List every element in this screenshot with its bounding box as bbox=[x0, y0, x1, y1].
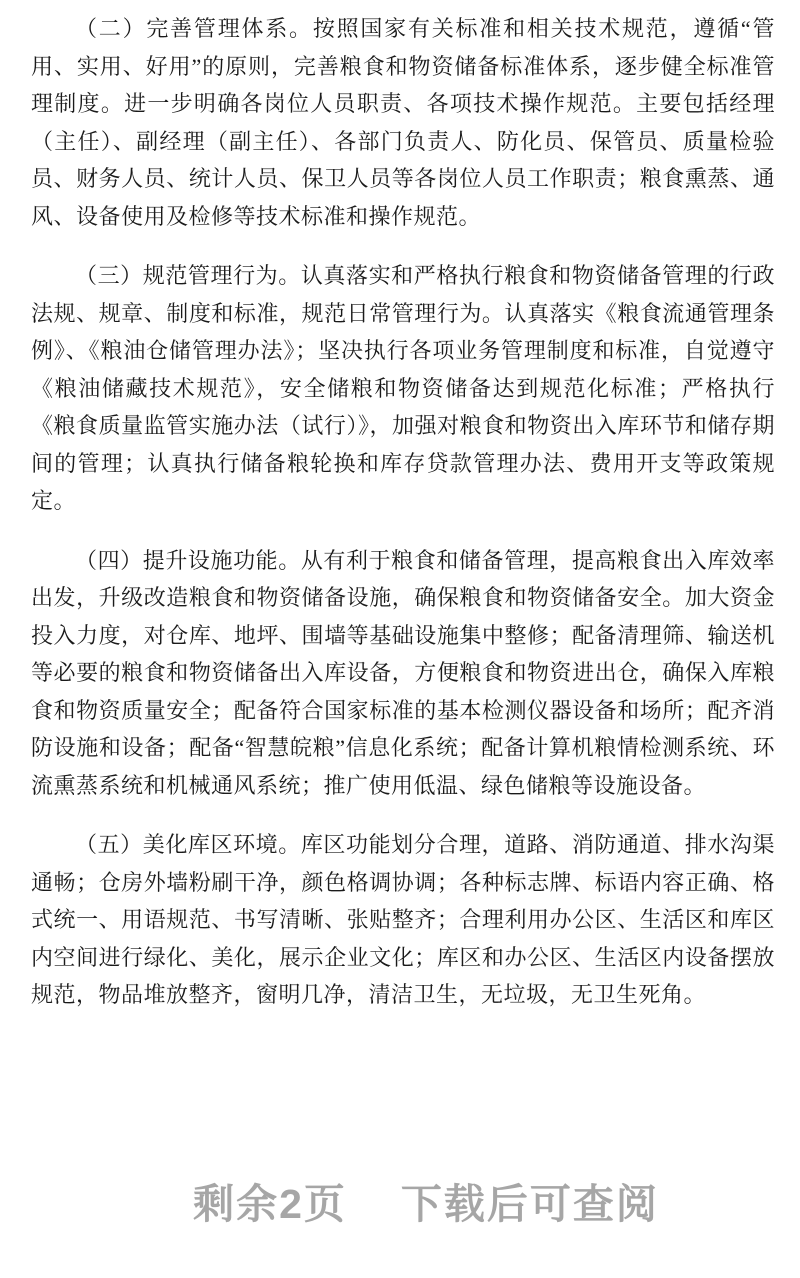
pages-remaining-label: 剩余2页 bbox=[193, 1181, 347, 1227]
paragraph-section-3: （三）规范管理行为。认真落实和严格执行粮食和物资储备管理的行政法规、规章、制度和标准，规范日常管理行为。认真落实《粮食流通管理条例》、《粮油仓储管理办法》；坚决执行各项业务管理制度和标准，自觉遵守《粮油储藏技术规范》，安全储粮和物资储备达到规范化标准；严格执行《粮食质量监管实施办法（试行）》，加强对粮食和物资出入库环节和储存期间的管理；认真执行储备粮轮换和库存贷款管理办法、费用开支等政策规定。 bbox=[31, 263, 775, 513]
paragraph-section-4: （四）提升设施功能。从有利于粮食和储备管理，提高粮食出入库效率出发，升级改造粮食和物资储备设施，确保粮食和物资储备安全。加大资金投入力度，对仓库、地坪、围墙等基础设施集中整修；配备清理筛、输送机等必要的粮食和物资储备出入库设备，方便粮食和物资进出仓，确保入库粮食和物资质量安全；配备符合国家标准的基本检测仪器设备和场所；配齐消防设施和设备；配备“智慧皖粮”信息化系统；配备计算机粮情检测系统、环流熏蒸系统和机械通风系统；推广使用低温、绿色储粮等设施设备。 bbox=[31, 547, 775, 798]
paragraph-section-2: （二）完善管理体系。按照国家有关标准和相关技术规范，遵循“管用、实用、好用”的原则，完善粮食和物资储备标准体系，逐步健全标准管理制度。进一步明确各岗位人员职责、各项技术操作规范。主要包括经理（主任）、副经理（副主任）、各部门负责人、防化员、保管员、质量检验员、财务人员、统计人员、保卫人员等各岗位人员工作职责；粮食熏蒸、通风、设备使用及检修等技术标准和操作规范。 bbox=[31, 16, 775, 229]
download-notice-label: 下载后可查阅 bbox=[400, 1181, 659, 1227]
paragraph-section-5: （五）美化库区环境。库区功能划分合理，道路、消防通道、排水沟渠通畅；仓房外墙粉刷干净，颜色格调协调；各种标志牌、标语内容正确、格式统一、用语规范、书写清晰、张贴整齐；合理利用办公区、生活区和库区内空间进行绿化、美化，展示企业文化；库区和办公区、生活区内设备摆放规范，物品堆放整齐，窗明几净，清洁卫生，无垃圾，无卫生死角。 bbox=[31, 832, 775, 1007]
preview-footer bbox=[26, 1180, 800, 1228]
